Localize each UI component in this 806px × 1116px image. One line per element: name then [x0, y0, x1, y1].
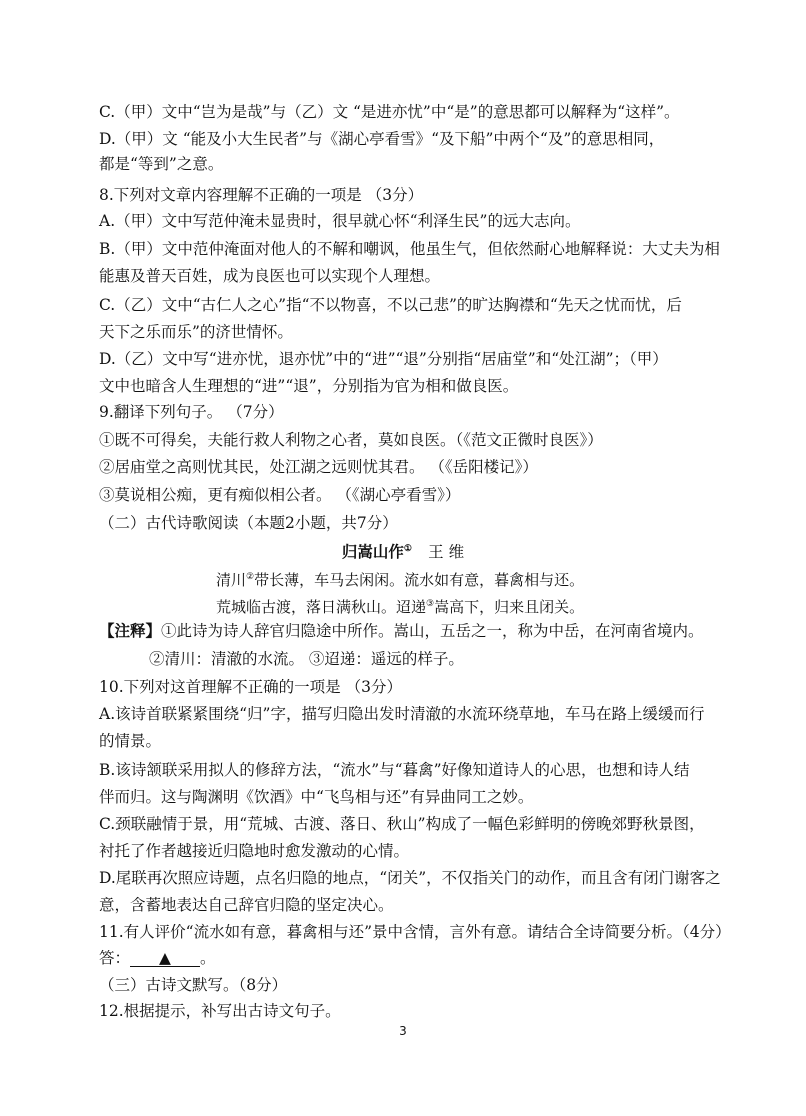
- option-d-text-cont: 都是“等到”之意。: [99, 155, 224, 173]
- section-2-heading: （二）古代诗歌阅读（本题2小题，共7分）: [99, 514, 398, 532]
- question-9-title: 9.翻译下列句子。 （7分）: [99, 403, 284, 421]
- page-number: 3: [399, 1024, 407, 1038]
- answer-blank[interactable]: [130, 950, 200, 967]
- poem-title-line: [0, 538, 806, 563]
- q10-option-c: C.颈联融情于景，用“荒城、古渡、落日、秋山”构成了一幅色彩鲜明的傍晚郊野秋景图，: [99, 815, 705, 833]
- q11-answer-line: [99, 947, 216, 969]
- q8-option-b-cont: 能惠及普天百姓，成为良医也可以实现个人理想。: [99, 267, 441, 285]
- question-11-title: 11.有人评价“流水如有意，暮禽相与还”景中含情，言外有意。请结合全诗简要分析。（4分）: [99, 923, 731, 941]
- notes-line-1: [99, 620, 704, 642]
- q10-option-b: B.该诗颔联采用拟人的修辞方法，“流水”与“暮禽”好像知道诗人的心思，也想和诗人结: [99, 761, 690, 779]
- poem-line-2-end: 嵩高下，归来且闭关。: [434, 598, 585, 616]
- poem-author: 王 维: [428, 543, 465, 562]
- poem-line-2-start: 荒城临古渡，落日满秋山。迢递: [216, 598, 427, 616]
- poem-line-1-start: 清川: [216, 571, 247, 589]
- q9-sentence-1: ①既不可得矣，夫能行救人利物之心者，莫如良医。（《范文正微时良医》）: [99, 431, 603, 449]
- poem-note-3-mark: ③: [426, 599, 435, 609]
- answer-suffix: 。: [200, 949, 216, 967]
- notes-text-1: ①此诗为诗人辞官归隐途中所作。嵩山，五岳之一，称为中岳，在河南省境内。: [161, 622, 704, 640]
- q10-option-d-cont: 意，含蓄地表达自己辞官归隐的坚定决心。: [99, 896, 394, 914]
- option-c-text: C.（甲）文中“岂为是哉”与（乙）文 “是进亦忧”中“是”的意思都可以解释为“这样”。: [99, 103, 680, 121]
- q8-option-d: D.（乙）文中写“进亦忧，退亦忧”中的“进”“退”分别指“居庙堂”和“处江湖”；（甲）: [99, 350, 668, 368]
- section-3-heading: （三）古诗文默写。（8分）: [99, 976, 288, 994]
- q8-option-a: A.（甲）文中写范仲淹未显贵时，很早就心怀“利泽生民”的远大志向。: [99, 212, 581, 230]
- option-d-text: D.（甲）文 “能及小大生民者”与《湖心亭看雪》“及下船”中两个“及”的意思相同，: [99, 130, 665, 148]
- question-10-title: 10.下列对这首理解不正确的一项是 （3分）: [99, 678, 402, 696]
- q10-option-a: A.该诗首联紧紧围绕“归”字，描写归隐出发时清澈的水流环绕草地，车马在路上缓缓而行: [99, 705, 705, 723]
- q10-option-b-cont: 伴而归。这与陶渊明《饮酒》中“飞鸟相与还”有异曲同工之妙。: [99, 788, 534, 806]
- poem-note-2-mark: ②: [246, 572, 255, 582]
- q8-option-c: C.（乙）文中“古仁人之心”指“不以物喜，不以己悲”的旷达胸襟和“先天之忧而忧，后: [99, 296, 682, 314]
- question-8-title: 8.下列对文章内容理解不正确的一项是 （3分）: [99, 186, 424, 204]
- q10-option-c-cont: 衬托了作者越接近归隐地时愈发激动的心情。: [99, 842, 410, 860]
- triangle-icon: ▲: [159, 949, 171, 967]
- answer-prefix: 答：: [99, 949, 131, 967]
- poem-line-1-end: 带长薄，车马去闲闲。流水如有意，暮禽相与还。: [254, 571, 585, 589]
- q10-option-a-cont: 的情景。: [99, 732, 162, 750]
- q8-option-b: B.（甲）文中范仲淹面对他人的不解和嘲讽，他虽生气，但依然耐心地解释说：大丈夫为相: [99, 240, 720, 258]
- poem-title: 归嵩山作: [341, 542, 404, 562]
- q9-sentence-3: ③莫说相公痴，更有痴似相公者。 （《湖心亭看雪》）: [99, 486, 461, 504]
- q8-option-c-cont: 天下之乐而乐”的济世情怀。: [99, 323, 293, 341]
- notes-line-2: ②清川：清澈的水流。 ③迢递：遥远的样子。: [149, 650, 464, 668]
- poem-title-note: ①: [403, 544, 412, 554]
- poem-line-1: [216, 566, 584, 591]
- notes-label: 【注释】: [99, 621, 162, 640]
- q9-sentence-2: ②居庙堂之高则忧其民，处江湖之远则忧其君。 （《岳阳楼记》）: [99, 458, 538, 476]
- poem-line-2: [216, 593, 584, 618]
- q10-option-d: D.尾联再次照应诗题，点名归隐的地点，“闭关”，不仅指关门的动作，而且含有闭门谢客之: [99, 869, 721, 887]
- question-12-title: 12.根据提示，补写出古诗文句子。: [99, 1002, 341, 1020]
- q8-option-d-cont: 文中也暗含人生理想的“进”“退”，分别指为官为相和做良医。: [99, 377, 519, 395]
